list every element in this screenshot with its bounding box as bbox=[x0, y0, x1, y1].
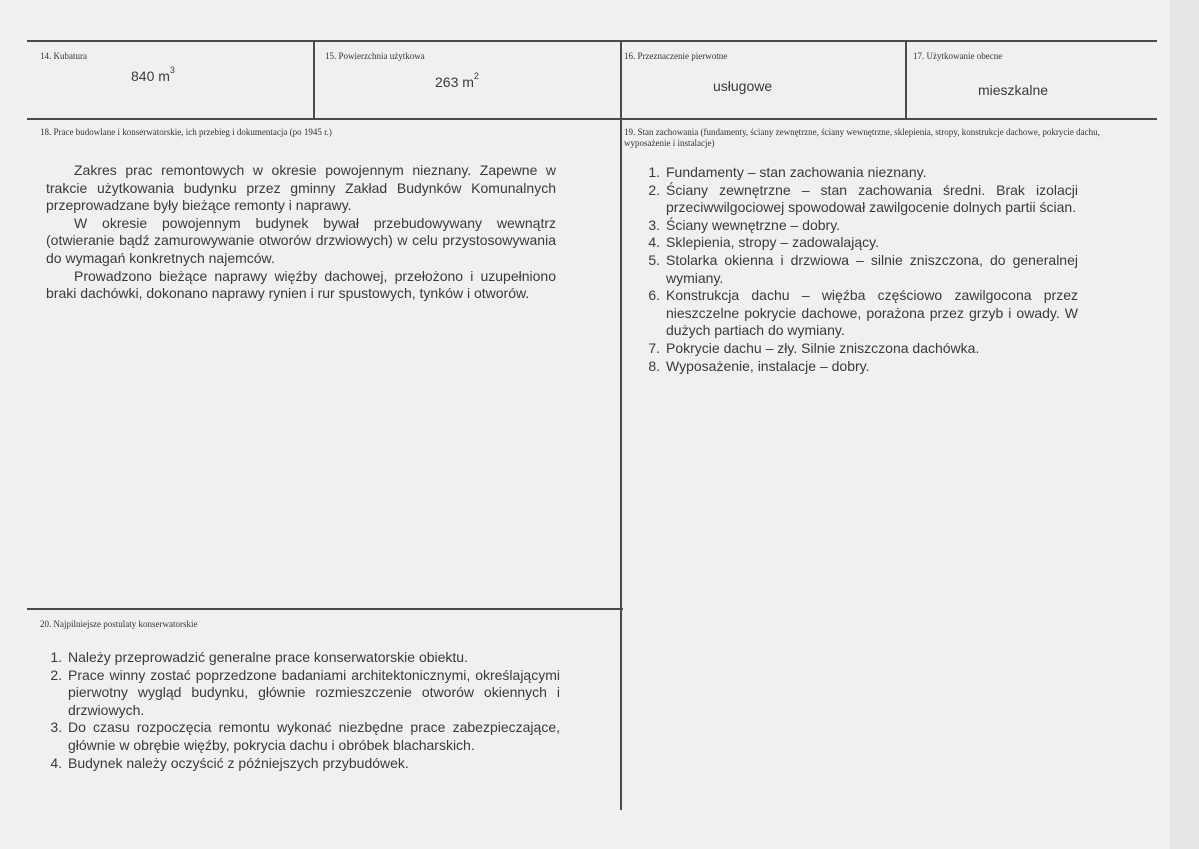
list-item-number: 4. bbox=[648, 234, 660, 251]
field-16-value: usługowe bbox=[713, 78, 773, 94]
field-15-number: 263 m bbox=[435, 74, 474, 90]
section-18-label: 18. Prace budowlane i konserwatorskie, ich przebieg i dokumentacja (po 1945 r.) bbox=[40, 127, 332, 137]
list-item bbox=[40, 667, 560, 720]
list-item-text: Prace winny zostać poprzedzone badaniami architektonicznymi, określającymi pierwotny wygląd budynku, głównie rozmieszczenie otworów okiennych i drzwiowych. bbox=[68, 666, 560, 718]
list-item-number: 3. bbox=[50, 719, 62, 736]
list-item-text: Stolarka okienna i drzwiowa – silnie zniszczona, do generalnej wymiany. bbox=[666, 251, 1078, 286]
list-item-text: Sklepienia, stropy – zadowalający. bbox=[666, 234, 879, 251]
section-19-label: 19. Stan zachowania (fundamenty, ściany zewnętrzne, ściany wewnętrzne, sklepienia, stropy, konstrukcje dachowe, pokrycie dachu, wyposażenie i instalacje) bbox=[624, 127, 1100, 148]
section-20-list-container bbox=[40, 649, 560, 772]
col-divider-3 bbox=[905, 40, 907, 120]
list-item bbox=[638, 234, 1078, 252]
section-20-list bbox=[40, 649, 560, 772]
field-14-value bbox=[131, 65, 175, 84]
top-border bbox=[27, 40, 1157, 42]
list-item-text: Ściany wewnętrzne – dobry. bbox=[666, 216, 841, 233]
field-17-value: mieszkalne bbox=[978, 82, 1049, 98]
section-20-label: 20. Najpilniejsze postulaty konserwatorskie bbox=[40, 619, 198, 629]
field-15-value bbox=[435, 71, 479, 90]
section-18-text bbox=[46, 162, 556, 303]
list-item-number: 2. bbox=[648, 181, 660, 198]
list-item-number: 3. bbox=[648, 216, 660, 233]
list-item-number: 4. bbox=[50, 754, 62, 771]
list-item-number: 8. bbox=[648, 357, 660, 374]
list-item bbox=[638, 340, 1078, 358]
section-19-list bbox=[638, 164, 1078, 375]
list-item bbox=[638, 358, 1078, 376]
list-item-number: 1. bbox=[648, 164, 660, 180]
field-14-number: 840 m bbox=[131, 68, 170, 84]
col-divider-1 bbox=[313, 40, 315, 120]
list-item-text: Wyposażenie, instalacje – dobry. bbox=[666, 357, 870, 374]
field-15-label: 15. Powierzchnia użytkowa bbox=[325, 51, 425, 61]
section-18-paragraph: Zakres prac remontowych w okresie powojennym nieznany. Zapewne w trakcie użytkowania budynku przez gminny Zakład Budynków Komunalnych przeprowadzane były bieżące remonty i naprawy. bbox=[46, 162, 556, 214]
row-divider bbox=[27, 118, 1157, 120]
list-item-number: 5. bbox=[648, 251, 660, 268]
field-15-superscript: 2 bbox=[473, 71, 479, 81]
list-item bbox=[40, 755, 560, 773]
field-17-label: 17. Użytkowanie obecne bbox=[913, 51, 1003, 61]
list-item-number: 6. bbox=[648, 287, 660, 304]
list-item-number: 1. bbox=[50, 649, 62, 665]
page-edge bbox=[1170, 0, 1199, 849]
field-14-superscript: 3 bbox=[169, 65, 175, 75]
list-item bbox=[638, 287, 1078, 340]
list-item bbox=[40, 649, 560, 667]
list-item-text: Pokrycie dachu – zły. Silnie zniszczona dachówka. bbox=[666, 339, 980, 356]
list-item-text: Budynek należy oczyścić z późniejszych przybudówek. bbox=[68, 754, 409, 771]
list-item-text: Należy przeprowadzić generalne prace konserwatorskie obiektu. bbox=[68, 649, 468, 665]
section-19-list-container bbox=[638, 164, 1078, 375]
field-16-label: 16. Przeznaczenie pierwotne bbox=[624, 51, 728, 61]
section-18-paragraph: Prowadzono bieżące naprawy więźby dachowej, przełożono i uzupełniono braki dachówki, dokonano naprawy rynien i rur spustowych, tynków i otworów. bbox=[46, 267, 556, 302]
list-item bbox=[40, 719, 560, 754]
field-14-label: 14. Kubatura bbox=[40, 51, 87, 61]
list-item-text: Konstrukcja dachu – więźba częściowo zawilgocona przez nieszczelne pokrycie dachowe, porażona przez grzyb i owady. W dużych partiach do wymiany. bbox=[666, 287, 1078, 339]
section-18-paragraph: W okresie powojennym budynek bywał przebudowywany wewnątrz (otwieranie bądź zamurowywanie otworów drzwiowych) w celu przystosowywania do wymagań konkretnych najemców. bbox=[46, 214, 556, 266]
list-item-number: 2. bbox=[50, 666, 62, 683]
list-item-text: Ściany zewnętrzne – stan zachowania średni. Brak izolacji przeciwwilgociowej spowodował zawilgocenie dolnych partii ścian. bbox=[666, 181, 1078, 216]
list-item bbox=[638, 182, 1078, 217]
list-item bbox=[638, 164, 1078, 182]
list-item-text: Do czasu rozpoczęcia remontu wykonać niezbędne prace zabezpieczające, głównie w obrębie więźby, pokrycia dachu i obróbek blacharskich. bbox=[68, 719, 560, 753]
col-divider-2 bbox=[620, 40, 622, 810]
section20-divider bbox=[27, 608, 623, 610]
list-item-number: 7. bbox=[648, 339, 660, 356]
list-item bbox=[638, 252, 1078, 287]
list-item-text: Fundamenty – stan zachowania nieznany. bbox=[666, 164, 927, 180]
list-item bbox=[638, 217, 1078, 235]
